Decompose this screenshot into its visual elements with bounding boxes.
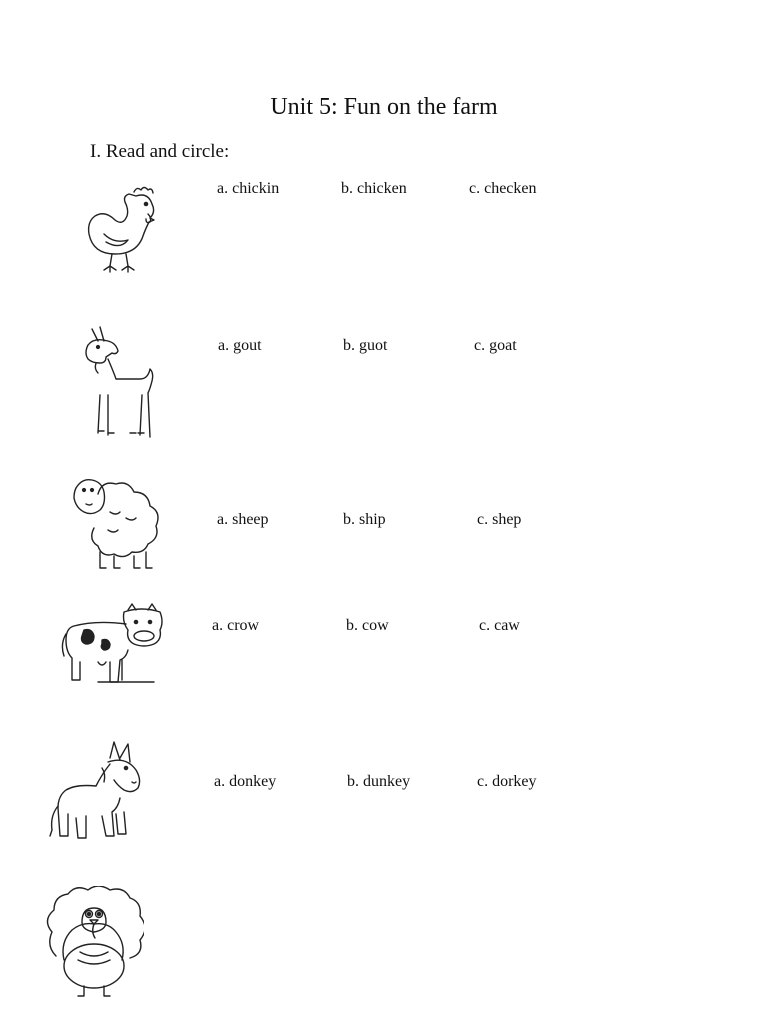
option-b[interactable]: b. guot: [343, 337, 388, 354]
worksheet-title: Unit 5: Fun on the farm: [270, 94, 498, 120]
sheep-icon: [70, 472, 166, 574]
option-c[interactable]: c. checken: [469, 180, 537, 197]
option-a[interactable]: a. gout: [218, 337, 262, 354]
chicken-icon: [86, 180, 166, 280]
option-c[interactable]: c. dorkey: [477, 773, 537, 790]
option-c[interactable]: c. caw: [479, 617, 520, 634]
option-a[interactable]: a. crow: [212, 617, 260, 634]
option-c[interactable]: c. goat: [474, 337, 517, 354]
cow-icon: [58, 600, 166, 688]
donkey-icon: [48, 740, 156, 844]
option-c[interactable]: c. shep: [477, 511, 522, 528]
section-heading: I. Read and circle:: [90, 141, 230, 162]
option-b[interactable]: b. dunkey: [347, 773, 411, 790]
option-a[interactable]: a. donkey: [214, 773, 277, 790]
option-b[interactable]: b. cow: [346, 617, 389, 634]
goat-icon: [78, 325, 162, 440]
option-a[interactable]: a. chickin: [217, 180, 280, 197]
option-a[interactable]: a. sheep: [217, 511, 269, 528]
turkey-icon: [44, 886, 144, 998]
option-b[interactable]: b. chicken: [341, 180, 407, 197]
option-b[interactable]: b. ship: [343, 511, 386, 528]
